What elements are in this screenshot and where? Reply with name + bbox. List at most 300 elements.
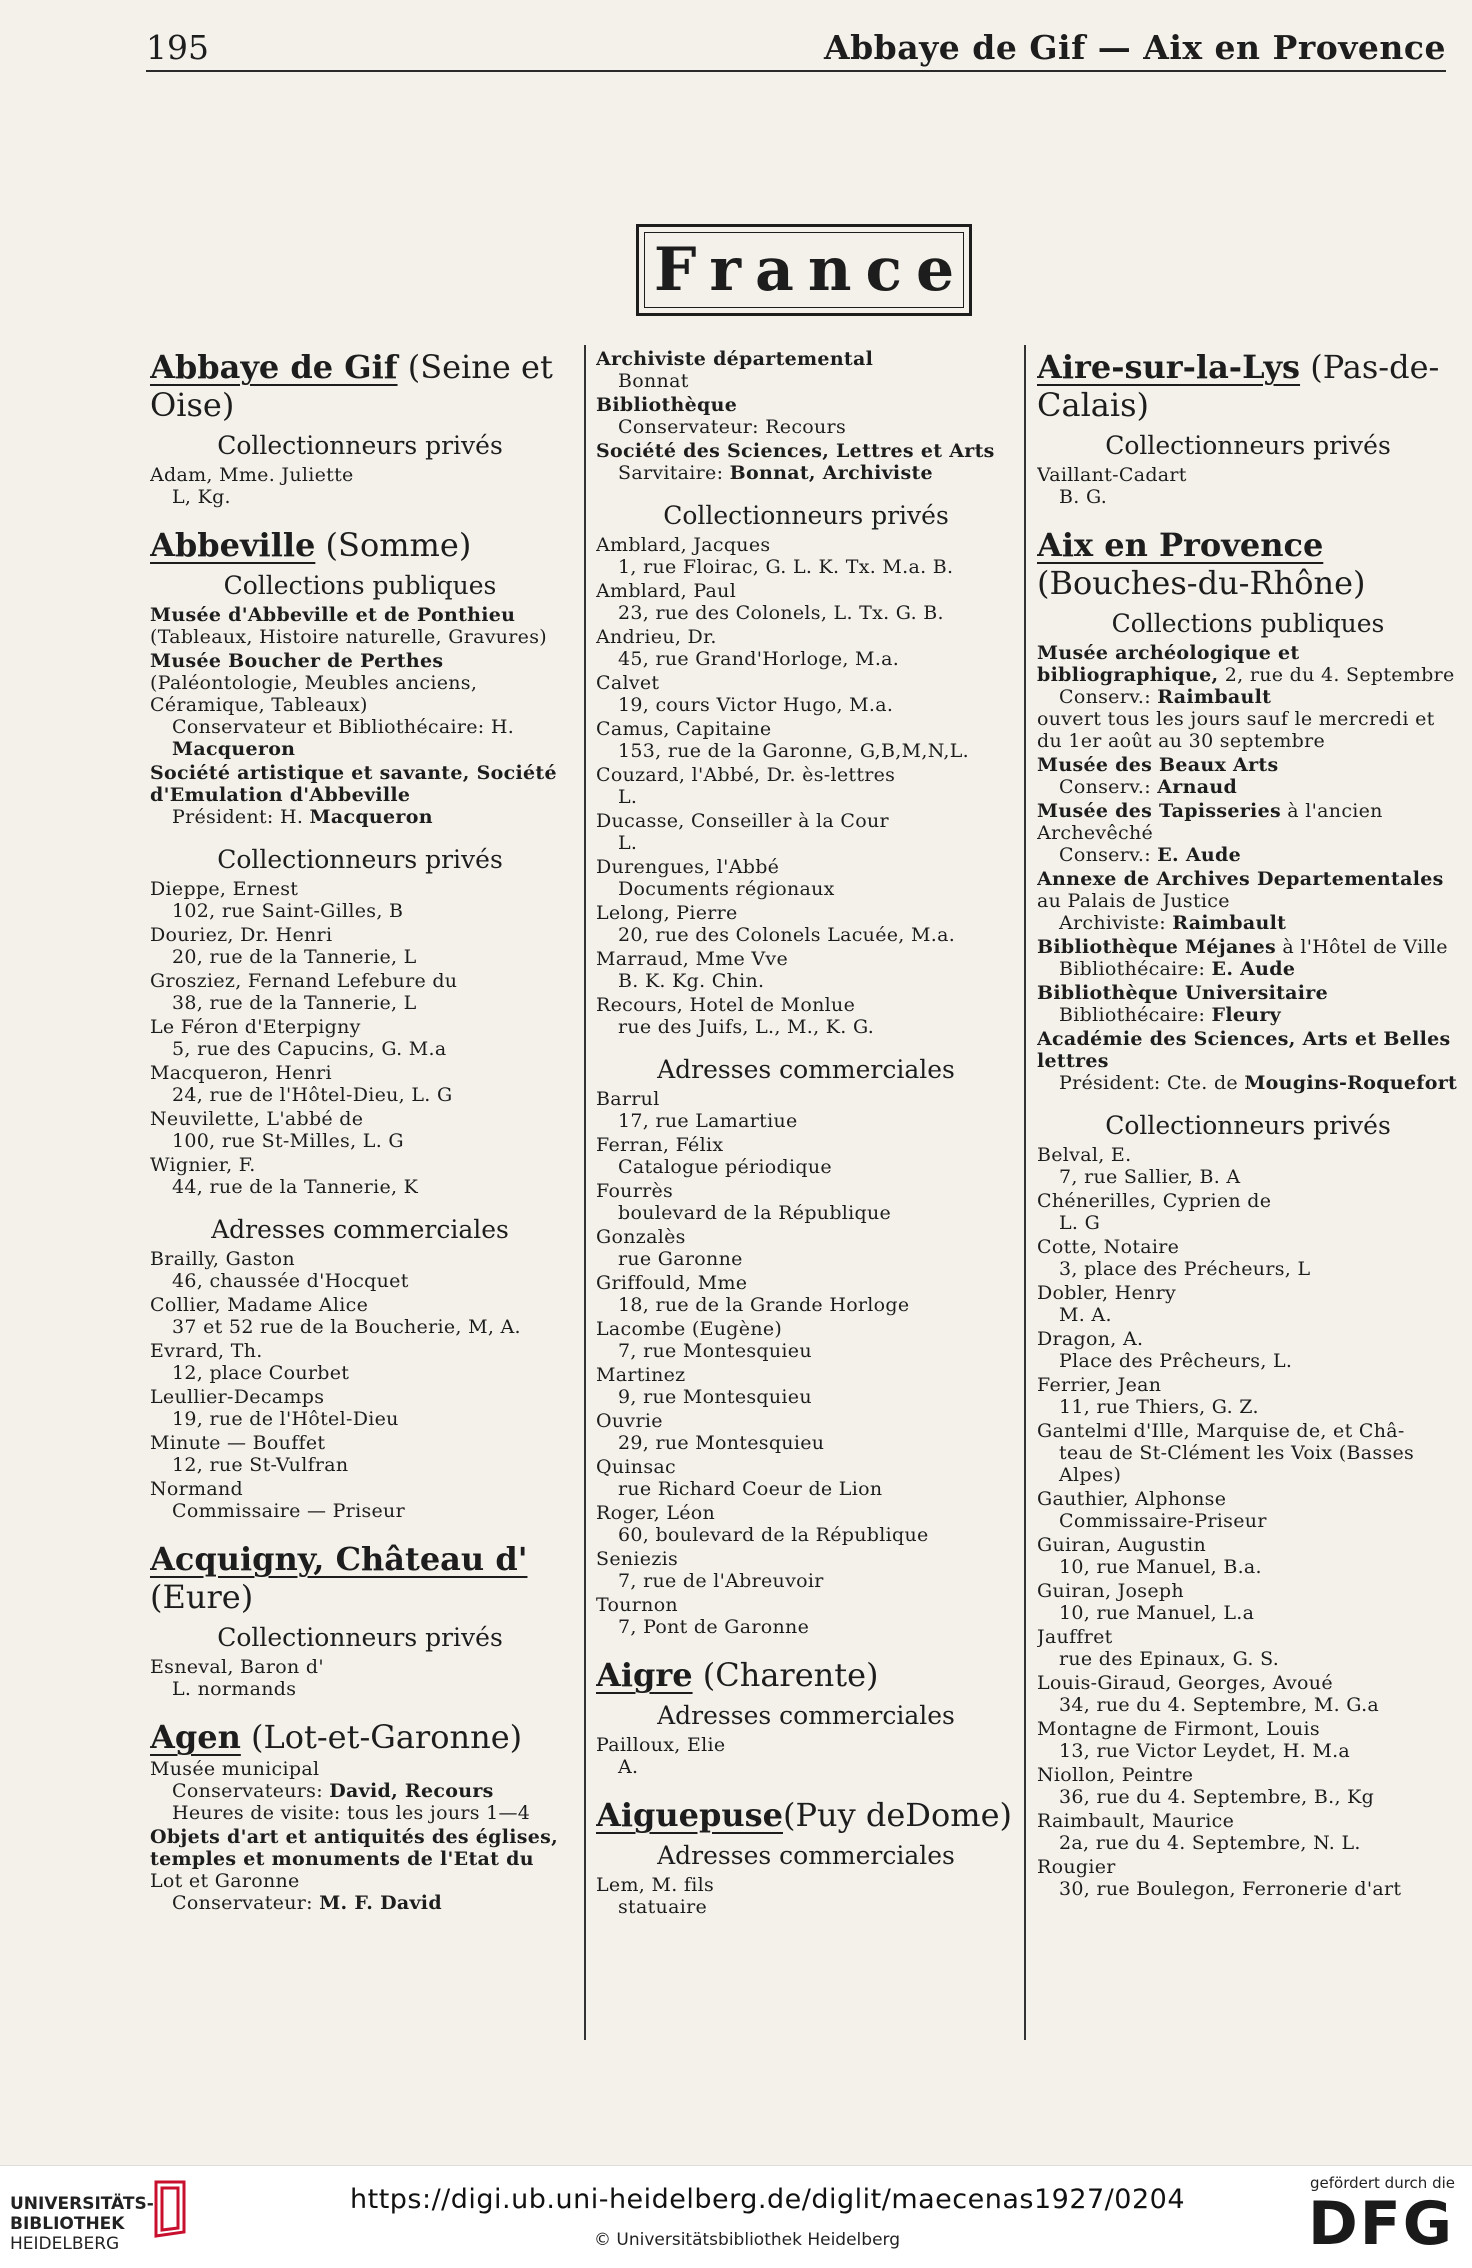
- directory-entry: [1037, 1718, 1459, 1762]
- header-rule: [146, 70, 1446, 72]
- entry-name-text: Le Féron d'Eterpigny: [150, 1016, 361, 1038]
- institution-name: Société artistique et savante, Société d'Emulation d'Abbeville: [150, 762, 557, 806]
- entry-address: [1037, 844, 1459, 866]
- directory-entry: [1037, 1534, 1459, 1578]
- address-person: Macqueron: [172, 738, 296, 760]
- entry-name-text: Gonzalès: [596, 1226, 686, 1248]
- institution-name: Bibliothèque: [596, 394, 738, 416]
- entry-name: [1037, 1374, 1459, 1396]
- entry-address: [596, 1294, 1016, 1316]
- entry-name: [596, 1874, 1016, 1896]
- library-line-3: HEIDELBERG: [10, 2234, 120, 2254]
- directory-entry: [596, 1456, 1016, 1500]
- address-person: Mougins-Roquefort: [1244, 1072, 1458, 1094]
- directory-entry: [596, 348, 1016, 392]
- running-head: Abbaye de Gif — Aix en Provence: [824, 28, 1446, 67]
- section-heading: Collectionneurs privés: [1105, 1111, 1391, 1140]
- institution-name: Objets d'art et antiquités des églises, temples et monuments de l'Etat du: [150, 1826, 559, 1870]
- library-logo-icon: [150, 2180, 188, 2238]
- copyright: © Universitätsbibliothek Heidelberg: [594, 2230, 901, 2250]
- address-text: Conserv.:: [1059, 776, 1158, 798]
- address-text: 9, rue Montesquieu: [618, 1386, 812, 1408]
- entry-address: [150, 992, 570, 1014]
- entry-address: [1037, 486, 1459, 508]
- entry-name-text: Quinsac: [596, 1456, 676, 1478]
- entry-address: [1037, 1832, 1459, 1854]
- address-text: L. normands: [172, 1678, 297, 1700]
- entry-name: [1037, 1236, 1459, 1258]
- address-person: E. Aude: [1211, 958, 1296, 980]
- entry-name-text: Vaillant-Cadart: [1037, 464, 1187, 486]
- entry-name: [150, 970, 570, 992]
- entry-name: [596, 1734, 1016, 1756]
- entry-name: [1037, 1672, 1459, 1694]
- entry-address: [150, 1678, 570, 1700]
- entry-name: [1037, 1810, 1459, 1832]
- entry-address: [1037, 1396, 1459, 1418]
- entry-address: [596, 1432, 1016, 1454]
- directory-entry: [596, 580, 1016, 624]
- directory-entry: [596, 626, 1016, 670]
- directory-entry: [596, 810, 1016, 854]
- institution-name: Bibliothèque Universitaire: [1037, 982, 1329, 1004]
- directory-entry: [1037, 1282, 1459, 1326]
- entry-hours: Heures de visite: tous les jours 1—4: [172, 1802, 531, 1824]
- institution-detail: (Tableaux, Histoire naturelle, Gravures): [150, 626, 547, 648]
- directory-entry: [596, 394, 1016, 438]
- entry-address: [150, 1084, 570, 1106]
- section-heading: Collectionneurs privés: [217, 1623, 503, 1652]
- entry-name: [1037, 754, 1459, 776]
- address-text: 7, Pont de Garonne: [618, 1616, 810, 1638]
- address-text: L. G: [1059, 1212, 1101, 1234]
- city-region: (Somme): [315, 526, 472, 564]
- city-heading: [596, 1656, 1016, 1694]
- directory-entry: [150, 1432, 570, 1476]
- directory-entry: [596, 1272, 1016, 1316]
- address-text: Conservateur:: [172, 1892, 320, 1914]
- address-text: 12, place Courbet: [172, 1362, 350, 1384]
- entry-address: [596, 1016, 1016, 1038]
- address-text: Bibliothécaire:: [1059, 958, 1212, 980]
- city-region: (Lot-et-Garonne): [240, 1718, 523, 1756]
- address-text: 1, rue Floirac, G. L. K. Tx. M.a. B.: [618, 556, 954, 578]
- directory-entry: [1037, 982, 1459, 1026]
- address-text: 5, rue des Capucins, G. M.a: [172, 1038, 447, 1060]
- entry-note: ouvert tous les jours sauf le mercredi et du 1er août au 30 septembre: [1037, 708, 1435, 752]
- entry-name-text: Guiran, Augustin: [1037, 1534, 1207, 1556]
- institution-name: Société des Sciences, Lettres et Arts: [596, 440, 995, 462]
- entry-address: [1037, 1740, 1459, 1762]
- directory-entry: [1037, 464, 1459, 508]
- library-line-1: UNIVERSITÄTS-: [10, 2194, 154, 2214]
- entry-address: [1037, 1510, 1459, 1532]
- entry-name-text: Ferran, Félix: [596, 1134, 724, 1156]
- institution-name: Académie des Sciences, Arts et Belles lettres: [1037, 1028, 1451, 1072]
- section-heading: Adresses commerciales: [657, 1055, 955, 1084]
- directory-entry: [1037, 1764, 1459, 1808]
- directory-entry: [596, 1226, 1016, 1270]
- city-region: (Pas-de-Calais): [1037, 348, 1440, 424]
- entry-address: [596, 1110, 1016, 1132]
- entry-name: [150, 1432, 570, 1454]
- directory-entry: [150, 1758, 570, 1824]
- directory-entry: [150, 1294, 570, 1338]
- address-text: rue des Epinaux, G. S.: [1059, 1648, 1280, 1670]
- entry-name-text: Seniezis: [596, 1548, 679, 1570]
- entry-address: [1037, 776, 1459, 798]
- institution-name: Musée Boucher de Perthes: [150, 650, 444, 672]
- address-person: Raimbault: [1172, 912, 1287, 934]
- city-heading: [1037, 526, 1459, 602]
- institution-detail: à l'ancien Archevêché: [1037, 800, 1383, 844]
- institution-detail: à l'Hôtel de Ville: [1276, 936, 1448, 958]
- directory-entry: [596, 902, 1016, 946]
- address-text: Président: Cte. de: [1059, 1072, 1245, 1094]
- entry-name: [596, 394, 1016, 416]
- address-person: E. Aude: [1157, 844, 1242, 866]
- address-text: statuaire: [618, 1896, 708, 1918]
- directory-entry: [596, 440, 1016, 484]
- entry-name-text: Barrul: [596, 1088, 660, 1110]
- column-2: [596, 348, 1016, 2068]
- address-text: 19, cours Victor Hugo, M.a.: [618, 694, 894, 716]
- entry-name-text: Durengues, l'Abbé: [596, 856, 780, 878]
- entry-name: [596, 348, 1016, 370]
- entry-name: [1037, 1282, 1459, 1304]
- city-region: (Charente): [692, 1656, 879, 1694]
- entry-name: [1037, 1580, 1459, 1602]
- entry-address: [596, 832, 1016, 854]
- entry-name-text: Guiran, Joseph: [1037, 1580, 1184, 1602]
- institution-name: Musée des Beaux Arts: [1037, 754, 1279, 776]
- address-text: Bonnat: [618, 370, 689, 392]
- city-name: Abbaye de Gif: [150, 348, 398, 386]
- directory-entry: [150, 604, 570, 648]
- address-text: Conservateur: Recours: [618, 416, 846, 438]
- entry-name: [150, 1656, 570, 1678]
- address-text: Catalogue périodique: [618, 1156, 832, 1178]
- entry-name: [596, 1318, 1016, 1340]
- entry-name: [1037, 1028, 1459, 1072]
- directory-entry: [1037, 1190, 1459, 1234]
- entry-name: [1037, 1534, 1459, 1556]
- entry-name-text: Ducasse, Conseiller à la Cour: [596, 810, 889, 832]
- entry-name-text: Couzard, l'Abbé, Dr. ès-lettres: [596, 764, 896, 786]
- address-text: 36, rue du 4. Septembre, B., Kg: [1059, 1786, 1375, 1808]
- address-text: 60, boulevard de la République: [618, 1524, 929, 1546]
- column-3: [1037, 348, 1459, 2068]
- address-text: 102, rue Saint-Gilles, B: [172, 900, 404, 922]
- entry-name: [150, 762, 570, 806]
- directory-entry: [1037, 936, 1459, 980]
- address-text: 45, rue Grand'Horloge, M.a.: [618, 648, 900, 670]
- entry-address: [1037, 958, 1459, 980]
- entry-address: [150, 1892, 570, 1914]
- section-heading: Collectionneurs privés: [217, 845, 503, 874]
- address-text: 37 et 52 rue de la Boucherie, M, A.: [172, 1316, 521, 1338]
- entry-name: [150, 1016, 570, 1038]
- entry-name-text: Roger, Léon: [596, 1502, 716, 1524]
- entry-name-text: Minute — Bouffet: [150, 1432, 326, 1454]
- entry-name: [596, 672, 1016, 694]
- entry-address: [1037, 1258, 1459, 1280]
- entry-name-text: Belval, E.: [1037, 1144, 1132, 1166]
- entry-name-text: Raimbault, Maurice: [1037, 1810, 1235, 1832]
- directory-entry: [596, 856, 1016, 900]
- directory-entry: [596, 672, 1016, 716]
- address-person: Bonnat, Archiviste: [729, 462, 933, 484]
- entry-name: [1037, 464, 1459, 486]
- entry-name-text: Recours, Hotel de Monlue: [596, 994, 856, 1016]
- library-name: [10, 2194, 154, 2254]
- address-text: rue des Juifs, L., M., K. G.: [618, 1016, 875, 1038]
- city-name: Aiguepuse: [596, 1796, 783, 1834]
- address-text: L, Kg.: [172, 486, 231, 508]
- entry-address: [1037, 1212, 1459, 1234]
- entry-address: [596, 878, 1016, 900]
- entry-name: [1037, 1328, 1459, 1350]
- entry-name: [1037, 1488, 1459, 1510]
- entry-name: [1037, 868, 1459, 912]
- entry-address: [150, 1270, 570, 1292]
- entry-address: [150, 946, 570, 968]
- entry-address: [596, 1386, 1016, 1408]
- address-text: 20, rue de la Tannerie, L: [172, 946, 417, 968]
- directory-entry: [150, 1016, 570, 1060]
- directory-entry: [596, 1364, 1016, 1408]
- entry-address: [596, 1896, 1016, 1918]
- address-text: B. K. Kg. Chin.: [618, 970, 765, 992]
- entry-name-text: Gantelmi d'Ille, Marquise de, et Châ-: [1037, 1420, 1405, 1442]
- section-heading: Collectionneurs privés: [1105, 431, 1391, 460]
- address-text: 46, chaussée d'Hocquet: [172, 1270, 409, 1292]
- section-heading: Collectionneurs privés: [217, 431, 503, 460]
- entry-address: [150, 806, 570, 828]
- entry-address: [596, 1248, 1016, 1270]
- directory-entry: [596, 1594, 1016, 1638]
- institution-name: Musée archéologique et bibliographique,: [1037, 642, 1300, 686]
- entry-name-text: Ouvrie: [596, 1410, 663, 1432]
- city-name: Aix en Provence: [1037, 526, 1324, 564]
- address-text: 24, rue de l'Hôtel-Dieu, L. G: [172, 1084, 453, 1106]
- address-text: 17, rue Lamartiue: [618, 1110, 798, 1132]
- directory-entry: [596, 1734, 1016, 1778]
- city-name: Acquigny, Château d': [150, 1540, 528, 1578]
- entry-name: [150, 1154, 570, 1176]
- address-text: 18, rue de la Grande Horloge: [618, 1294, 910, 1316]
- institution-detail: Lot et Garonne: [150, 1870, 300, 1892]
- section-heading: Collections publiques: [1111, 609, 1385, 638]
- city-region: (Seine et Oise): [150, 348, 553, 424]
- entry-address: [596, 602, 1016, 624]
- address-text: 38, rue de la Tannerie, L: [172, 992, 417, 1014]
- entry-address: [1037, 1350, 1459, 1372]
- institution-name: Musée des Tapisseries: [1037, 800, 1281, 822]
- entry-name: [596, 1180, 1016, 1202]
- institution-name: Bibliothèque Méjanes: [1037, 936, 1277, 958]
- directory-entry: [1037, 1672, 1459, 1716]
- directory-entry: [150, 970, 570, 1014]
- address-text: 7, rue Montesquieu: [618, 1340, 812, 1362]
- entry-address: [1037, 1786, 1459, 1808]
- address-text: Sarvitaire:: [618, 462, 730, 484]
- address-text: 44, rue de la Tannerie, K: [172, 1176, 419, 1198]
- entry-name: [1037, 1420, 1459, 1442]
- address-text: Conserv.:: [1059, 686, 1158, 708]
- directory-entry: [150, 1340, 570, 1384]
- entry-address: [150, 900, 570, 922]
- entry-name: [596, 1088, 1016, 1110]
- entry-name: [1037, 936, 1459, 958]
- entry-address: [596, 1756, 1016, 1778]
- entry-name: [1037, 1190, 1459, 1212]
- library-line-2: BIBLIOTHEK: [10, 2214, 125, 2234]
- address-text: rue Richard Coeur de Lion: [618, 1478, 883, 1500]
- entry-address: [150, 1454, 570, 1476]
- page-header: [146, 26, 1446, 76]
- section-heading: Adresses commerciales: [657, 1701, 955, 1730]
- entry-name: [596, 994, 1016, 1016]
- entry-name-text: Montagne de Firmont, Louis: [1037, 1718, 1320, 1740]
- directory-entry: [150, 878, 570, 922]
- address-text: 34, rue du 4. Septembre, M. G.a: [1059, 1694, 1380, 1716]
- source-link[interactable]: https://digi.ub.uni-heidelberg.de/diglit/maecenas1927/0204: [350, 2184, 1185, 2215]
- entry-address: [1037, 912, 1459, 934]
- directory-entry: [596, 534, 1016, 578]
- address-text: 19, rue de l'Hôtel-Dieu: [172, 1408, 399, 1430]
- directory-entry: [596, 1410, 1016, 1454]
- directory-entry: [1037, 800, 1459, 866]
- column-1: [150, 348, 570, 2068]
- entry-name: [150, 924, 570, 946]
- entry-name: [150, 878, 570, 900]
- address-person: M. F. David: [319, 1892, 442, 1914]
- address-person: David, Recours: [329, 1780, 494, 1802]
- address-text: 20, rue des Colonels Lacuée, M.a.: [618, 924, 956, 946]
- directory-entry: [1037, 1144, 1459, 1188]
- address-text: Président: H.: [172, 806, 310, 828]
- entry-name-text: Lem, M. fils: [596, 1874, 715, 1896]
- directory-entry: [150, 464, 570, 508]
- footer: [0, 2165, 1472, 2268]
- address-person: Fleury: [1211, 1004, 1281, 1026]
- entry-name: [596, 902, 1016, 924]
- address-text: Commissaire-Priseur: [1059, 1510, 1267, 1532]
- address-text: 100, rue St-Milles, L. G: [172, 1130, 404, 1152]
- entry-name: [1037, 1856, 1459, 1878]
- directory-entry: [150, 1154, 570, 1198]
- directory-entry: [596, 1548, 1016, 1592]
- entry-address: [150, 1316, 570, 1338]
- entry-name: [596, 764, 1016, 786]
- city-region: (Eure): [150, 1578, 254, 1616]
- city-region: (Bouches-du-Rhône): [1037, 564, 1366, 602]
- directory-entry: [596, 1180, 1016, 1224]
- entry-address: [596, 1570, 1016, 1592]
- page-number: 195: [146, 28, 209, 67]
- address-text: 7, rue de l'Abreuvoir: [618, 1570, 824, 1592]
- address-text: 2a, rue du 4. Septembre, N. L.: [1059, 1832, 1361, 1854]
- entry-address: [1037, 1004, 1459, 1026]
- entry-name-text: Tournon: [596, 1594, 678, 1616]
- directory-entry: [1037, 754, 1459, 798]
- city-region: (Puy deDome): [783, 1796, 1012, 1834]
- address-text: rue Garonne: [618, 1248, 743, 1270]
- entry-address: [596, 462, 1016, 484]
- city-heading: [150, 526, 570, 564]
- entry-address: [1037, 1878, 1459, 1900]
- address-text: Documents régionaux: [618, 878, 835, 900]
- entry-name-text: Dieppe, Ernest: [150, 878, 299, 900]
- entry-name: [150, 1108, 570, 1130]
- entry-address: [1037, 1648, 1459, 1670]
- entry-name: [596, 580, 1016, 602]
- entry-name: [596, 1502, 1016, 1524]
- address-text: 30, rue Boulegon, Ferronerie d'art: [1059, 1878, 1402, 1900]
- entry-address: [596, 370, 1016, 392]
- city-heading: [150, 1718, 570, 1756]
- address-text: Commissaire — Priseur: [172, 1500, 405, 1522]
- address-text: teau de St-Clément les Voix (Basses Alpes): [1059, 1442, 1415, 1486]
- entry-address: [1037, 686, 1459, 708]
- entry-address: [596, 1156, 1016, 1178]
- address-person: Raimbault: [1157, 686, 1272, 708]
- directory-entry: [1037, 1236, 1459, 1280]
- entry-name-text: Calvet: [596, 672, 660, 694]
- section-heading: Collections publiques: [223, 571, 497, 600]
- entry-address: [596, 694, 1016, 716]
- address-text: Conservateur et Bibliothécaire: H.: [172, 716, 515, 738]
- section-heading: Adresses commerciales: [657, 1841, 955, 1870]
- address-text: 7, rue Sallier, B. A: [1059, 1166, 1241, 1188]
- directory-entry: [1037, 1028, 1459, 1094]
- entry-address: [150, 1130, 570, 1152]
- institution-detail: au Palais de Justice: [1037, 890, 1230, 912]
- directory-entry: [596, 948, 1016, 992]
- entry-address: [596, 648, 1016, 670]
- address-text: 29, rue Montesquieu: [618, 1432, 825, 1454]
- directory-entry: [150, 1478, 570, 1522]
- entry-name: [150, 1062, 570, 1084]
- entry-name-text: Griffould, Mme: [596, 1272, 748, 1294]
- entry-name: [150, 650, 570, 716]
- directory-entry: [150, 1248, 570, 1292]
- entry-address: [596, 1202, 1016, 1224]
- column-divider: [1024, 345, 1026, 2040]
- entry-address: [150, 1408, 570, 1430]
- address-person: Arnaud: [1157, 776, 1238, 798]
- entry-name-text: Lacombe (Eugène): [596, 1318, 783, 1340]
- entry-name: [150, 1248, 570, 1270]
- page-title: France: [653, 235, 969, 305]
- entry-name-text: Dragon, A.: [1037, 1328, 1144, 1350]
- address-text: 153, rue de la Garonne, G,B,M,N,L.: [618, 740, 970, 762]
- entry-name: [596, 1134, 1016, 1156]
- entry-name: [150, 464, 570, 486]
- entry-name: [596, 1364, 1016, 1386]
- entry-address: [596, 1340, 1016, 1362]
- directory-entry: [1037, 1420, 1459, 1486]
- address-text: Archiviste:: [1059, 912, 1173, 934]
- entry-name-text: Camus, Capitaine: [596, 718, 772, 740]
- entry-name-text: Jauffret: [1037, 1626, 1113, 1648]
- directory-entry: [1037, 868, 1459, 934]
- address-text: L.: [618, 786, 638, 808]
- address-text: Conservateurs:: [172, 1780, 330, 1802]
- address-text: 13, rue Victor Leydet, H. M.a: [1059, 1740, 1351, 1762]
- address-text: Bibliothécaire:: [1059, 1004, 1212, 1026]
